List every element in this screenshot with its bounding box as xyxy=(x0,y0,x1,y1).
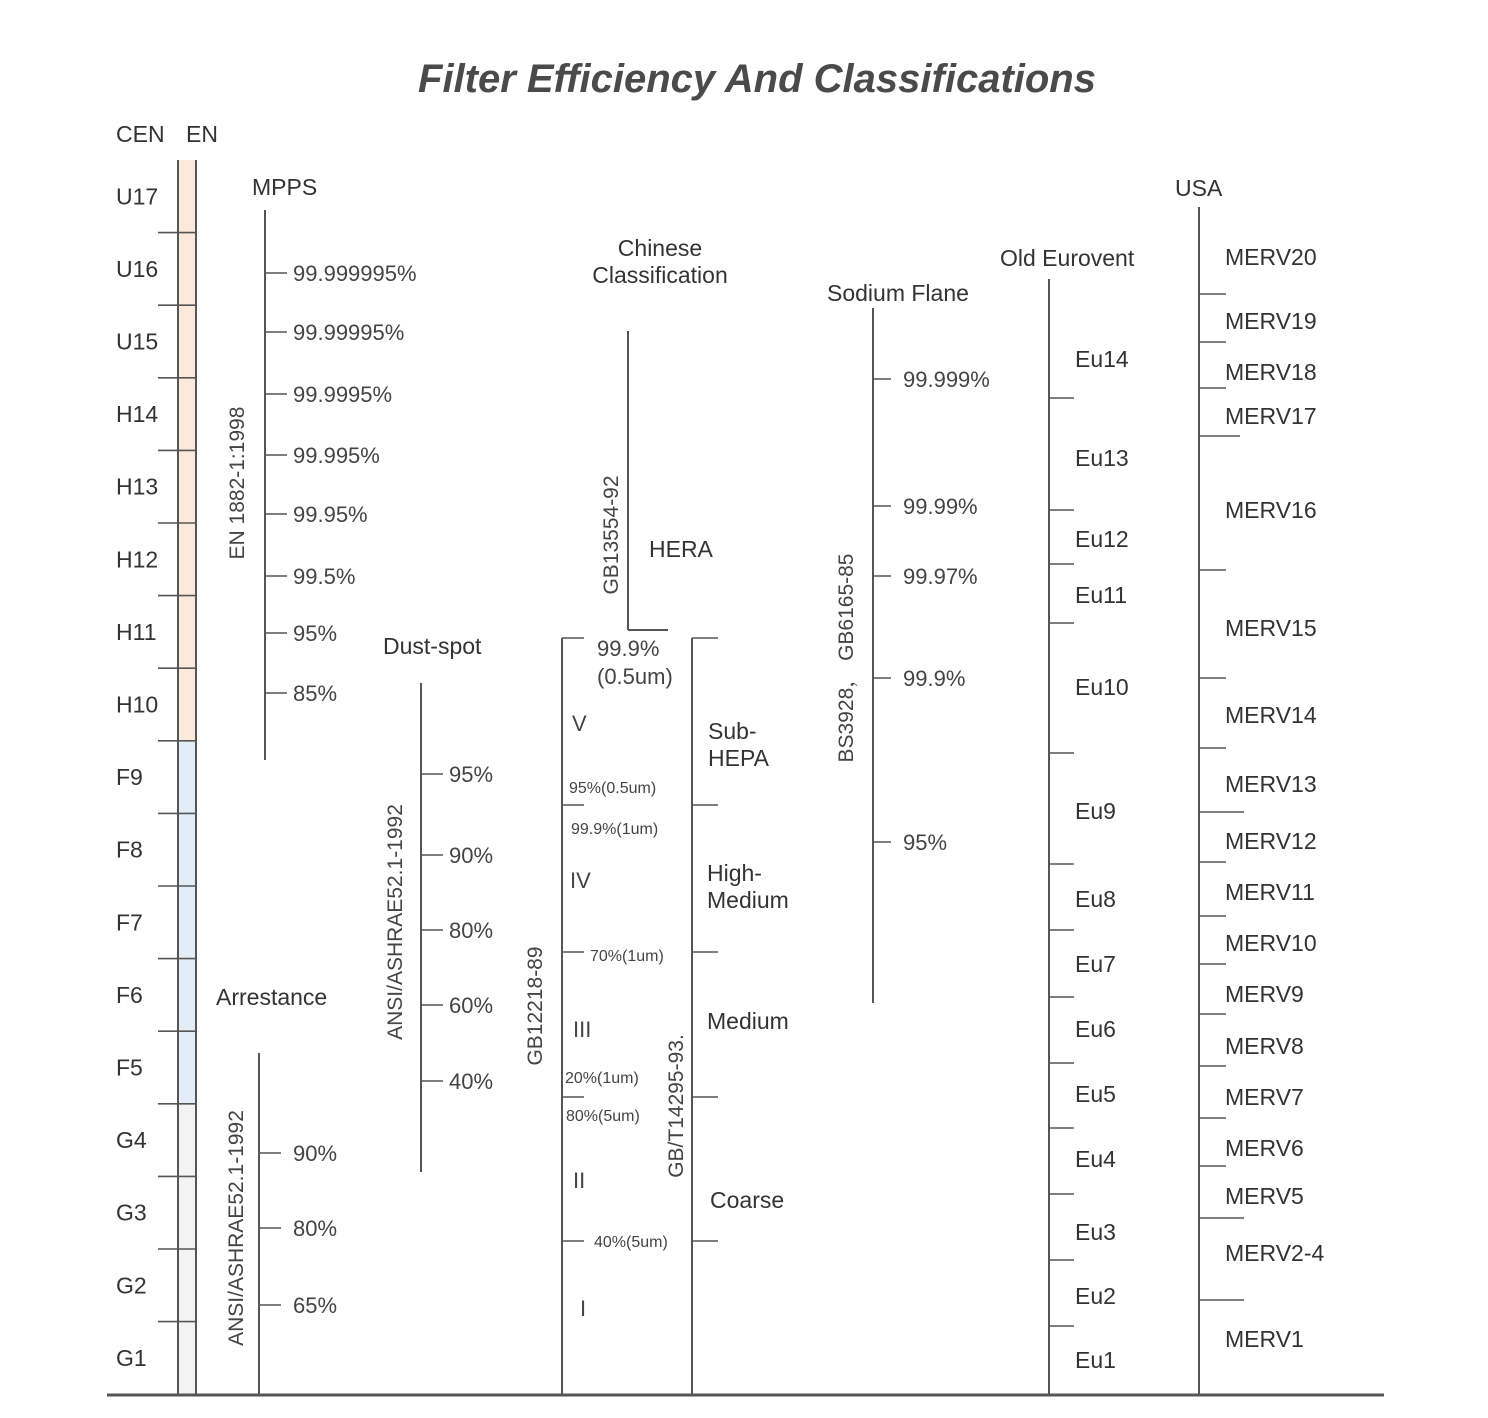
mpps-tick-label-95: 95% xyxy=(293,621,338,646)
grade-iii: III xyxy=(573,1017,592,1042)
sodium-flame-tick-label-99-99: 99.99% xyxy=(903,494,978,519)
old-eurovent-label-eu4: Eu4 xyxy=(1075,1146,1116,1172)
arrestance-heading: Arrestance xyxy=(216,984,328,1010)
en-class-label-h13: H13 xyxy=(116,473,159,500)
hepa-standard-label: GB13554-92 xyxy=(600,475,623,595)
old-eurovent-label-eu14: Eu14 xyxy=(1075,346,1129,372)
dust-spot-tick-label-40: 40% xyxy=(449,1069,494,1094)
en-band-h14 xyxy=(178,378,196,451)
merv-label-merv9: MERV9 xyxy=(1225,981,1304,1007)
en-band-h13 xyxy=(178,450,196,523)
arrestance-scale xyxy=(216,984,337,1395)
en-class-label-f5: F5 xyxy=(116,1054,143,1081)
mpps-tick-label-99-999995: 99.999995% xyxy=(293,261,417,286)
mpps-tick-label-99-9995: 99.9995% xyxy=(293,382,393,407)
mpps-scale xyxy=(226,174,417,760)
en-band-g2 xyxy=(178,1249,196,1322)
sodium-flame-tick-label-95: 95% xyxy=(903,830,948,855)
en-class-label-g3: G3 xyxy=(116,1199,147,1226)
en-band-u15 xyxy=(178,305,196,378)
boundary-b3-line1: 20%(1um) xyxy=(565,1070,639,1087)
old-eurovent-label-eu2: Eu2 xyxy=(1075,1283,1116,1309)
cen-header: CEN xyxy=(116,121,165,147)
en-class-label-f6: F6 xyxy=(116,981,143,1008)
merv-label-merv18: MERV18 xyxy=(1225,359,1317,385)
merv-label-merv17: MERV17 xyxy=(1225,403,1317,429)
en-class-label-u17: U17 xyxy=(116,183,159,210)
hepa-label: HERA xyxy=(649,536,713,562)
usa-merv-scale xyxy=(1175,175,1324,1395)
boundary-b2: 70%(1um) xyxy=(590,948,664,965)
en-band-h11 xyxy=(178,596,196,669)
en-class-label-g1: G1 xyxy=(116,1344,147,1371)
old-eurovent-label-eu1: Eu1 xyxy=(1075,1347,1116,1373)
en-class-label-u16: U16 xyxy=(116,255,159,282)
en-class-label-f7: F7 xyxy=(116,909,143,936)
boundary-b1-line2: 99.9%(1um) xyxy=(571,821,659,838)
en-class-label-u15: U15 xyxy=(116,328,159,355)
usa-heading: USA xyxy=(1175,175,1223,201)
old-eurovent-ticks xyxy=(1049,398,1074,1326)
gbt14295-standard-label: GB/T14295-93. xyxy=(665,1034,688,1178)
merv-label-merv10: MERV10 xyxy=(1225,930,1317,956)
chinese-heading-line1: Chinese xyxy=(617,235,703,261)
sodium-flame-ticks xyxy=(873,367,990,855)
type-sub-hepa-line2: HEPA xyxy=(708,745,769,771)
en-color-bands xyxy=(178,160,196,1394)
old-eurovent-heading: Old Eurovent xyxy=(1000,245,1135,271)
sodium-flame-tick-label-99-999: 99.999% xyxy=(903,367,990,392)
dust-spot-heading: Dust-spot xyxy=(383,633,482,659)
boundary-b4: 40%(5um) xyxy=(594,1234,668,1251)
mpps-heading: MPPS xyxy=(252,174,318,200)
mpps-tick-label-99-99995: 99.99995% xyxy=(293,320,405,345)
merv-label-merv8: MERV8 xyxy=(1225,1033,1304,1059)
mpps-standard-label: EN 1882-1:1998 xyxy=(226,406,249,560)
merv-label-merv16: MERV16 xyxy=(1225,497,1317,523)
old-eurovent-label-eu7: Eu7 xyxy=(1075,951,1116,977)
merv-label-merv1: MERV1 xyxy=(1225,1326,1304,1352)
old-eurovent-label-eu8: Eu8 xyxy=(1075,886,1116,912)
en-band-f9 xyxy=(178,741,196,814)
en-band-g1 xyxy=(178,1322,196,1395)
sodium-flame-tick-label-99-9: 99.9% xyxy=(903,666,966,691)
merv-label-merv12: MERV12 xyxy=(1225,828,1317,854)
en-class-label-h12: H12 xyxy=(116,546,159,573)
type-sub-hepa-line1: Sub- xyxy=(708,718,757,744)
dust-spot-standard-label: ANSI/ASHRAE52.1-1992 xyxy=(384,804,407,1040)
grade-ii: II xyxy=(573,1168,586,1193)
en-header: EN xyxy=(186,121,218,147)
en-class-labels xyxy=(116,183,158,1371)
en-band-h12 xyxy=(178,523,196,596)
en-class-label-h10: H10 xyxy=(116,691,159,718)
en-band-f7 xyxy=(178,886,196,959)
sodium-flame-heading: Sodium Flane xyxy=(827,280,969,306)
merv-label-merv13: MERV13 xyxy=(1225,771,1317,797)
en-class-label-g4: G4 xyxy=(116,1127,147,1154)
grade-v: V xyxy=(572,711,587,736)
arrestance-tick-label-80: 80% xyxy=(293,1216,338,1241)
chinese-heading-line2: Classification xyxy=(592,262,728,288)
old-eurovent-label-eu3: Eu3 xyxy=(1075,1219,1116,1245)
en-band-f8 xyxy=(178,813,196,886)
mpps-tick-label-85: 85% xyxy=(293,681,338,706)
arrestance-tick-label-90: 90% xyxy=(293,1141,338,1166)
chinese-top-value-line2: (0.5um) xyxy=(597,664,673,689)
merv-label-merv15: MERV15 xyxy=(1225,615,1317,641)
chinese-top-value-line1: 99.9% xyxy=(597,636,660,661)
en-band-g4 xyxy=(178,1104,196,1177)
en-class-label-h14: H14 xyxy=(116,401,159,428)
merv-label-merv11: MERV11 xyxy=(1225,879,1315,905)
mpps-tick-label-99-5: 99.5% xyxy=(293,564,356,589)
merv-label-merv7: MERV7 xyxy=(1225,1084,1304,1110)
arrestance-tick-label-65: 65% xyxy=(293,1293,338,1318)
mpps-tick-label-99-995: 99.995% xyxy=(293,443,380,468)
en-class-label-h11: H11 xyxy=(116,618,157,645)
merv-label-merv5: MERV5 xyxy=(1225,1183,1304,1209)
type-high-medium-line1: High- xyxy=(707,860,762,886)
en-class-label-g2: G2 xyxy=(116,1272,147,1299)
merv-label-merv2-4: MERV2-4 xyxy=(1225,1240,1325,1266)
arrestance-ticks xyxy=(259,1141,337,1318)
old-eurovent-label-eu9: Eu9 xyxy=(1075,798,1116,824)
grade-iv: IV xyxy=(570,868,591,893)
sodium-flame-standard-label: BS3928， GB6165-85 xyxy=(835,553,858,763)
grade-i: I xyxy=(580,1296,587,1321)
boundary-b3-line2: 80%(5um) xyxy=(566,1108,640,1125)
old-eurovent-label-eu10: Eu10 xyxy=(1075,674,1129,700)
chinese-classification xyxy=(524,235,789,1395)
arrestance-standard-label: ANSI/ASHRAE52.1-1992 xyxy=(225,1110,248,1346)
type-medium: Medium xyxy=(707,1008,789,1034)
type-coarse: Coarse xyxy=(710,1187,785,1213)
merv-labels xyxy=(1225,244,1324,1352)
sodium-flame-scale xyxy=(827,280,990,1003)
sodium-flame-tick-label-99-97: 99.97% xyxy=(903,564,978,589)
boundary-b1-line1: 95%(0.5um) xyxy=(569,780,657,797)
en-class-label-f9: F9 xyxy=(116,764,143,791)
dust-spot-tick-label-95: 95% xyxy=(449,762,494,787)
old-eurovent-scale xyxy=(1000,245,1135,1395)
merv-label-merv19: MERV19 xyxy=(1225,308,1317,334)
dust-spot-tick-label-90: 90% xyxy=(449,843,494,868)
merv-label-merv20: MERV20 xyxy=(1225,244,1317,270)
dust-spot-tick-label-80: 80% xyxy=(449,918,494,943)
dust-spot-tick-label-60: 60% xyxy=(449,993,494,1018)
en-band-f6 xyxy=(178,959,196,1032)
old-eurovent-label-eu11: Eu11 xyxy=(1075,582,1128,608)
en-band-u16 xyxy=(178,233,196,306)
merv-label-merv6: MERV6 xyxy=(1225,1135,1304,1161)
old-eurovent-label-eu13: Eu13 xyxy=(1075,445,1129,471)
old-eurovent-labels xyxy=(1075,346,1129,1373)
mpps-tick-label-99-95: 99.95% xyxy=(293,502,368,527)
en-band-f5 xyxy=(178,1031,196,1104)
type-high-medium-line2: Medium xyxy=(707,887,789,913)
cen-en-scale xyxy=(116,121,218,1395)
page-title: Filter Efficiency And Classifications xyxy=(418,57,1096,101)
dust-spot-scale xyxy=(383,633,493,1172)
gb12218-standard-label: GB12218-89 xyxy=(524,946,547,1066)
en-band-h10 xyxy=(178,668,196,741)
merv-label-merv14: MERV14 xyxy=(1225,702,1317,728)
en-band-g3 xyxy=(178,1176,196,1249)
old-eurovent-label-eu5: Eu5 xyxy=(1075,1081,1116,1107)
dust-spot-ticks xyxy=(421,762,493,1094)
en-band-u17 xyxy=(178,160,196,233)
en-class-label-f8: F8 xyxy=(116,836,143,863)
old-eurovent-label-eu6: Eu6 xyxy=(1075,1016,1116,1042)
old-eurovent-label-eu12: Eu12 xyxy=(1075,526,1129,552)
